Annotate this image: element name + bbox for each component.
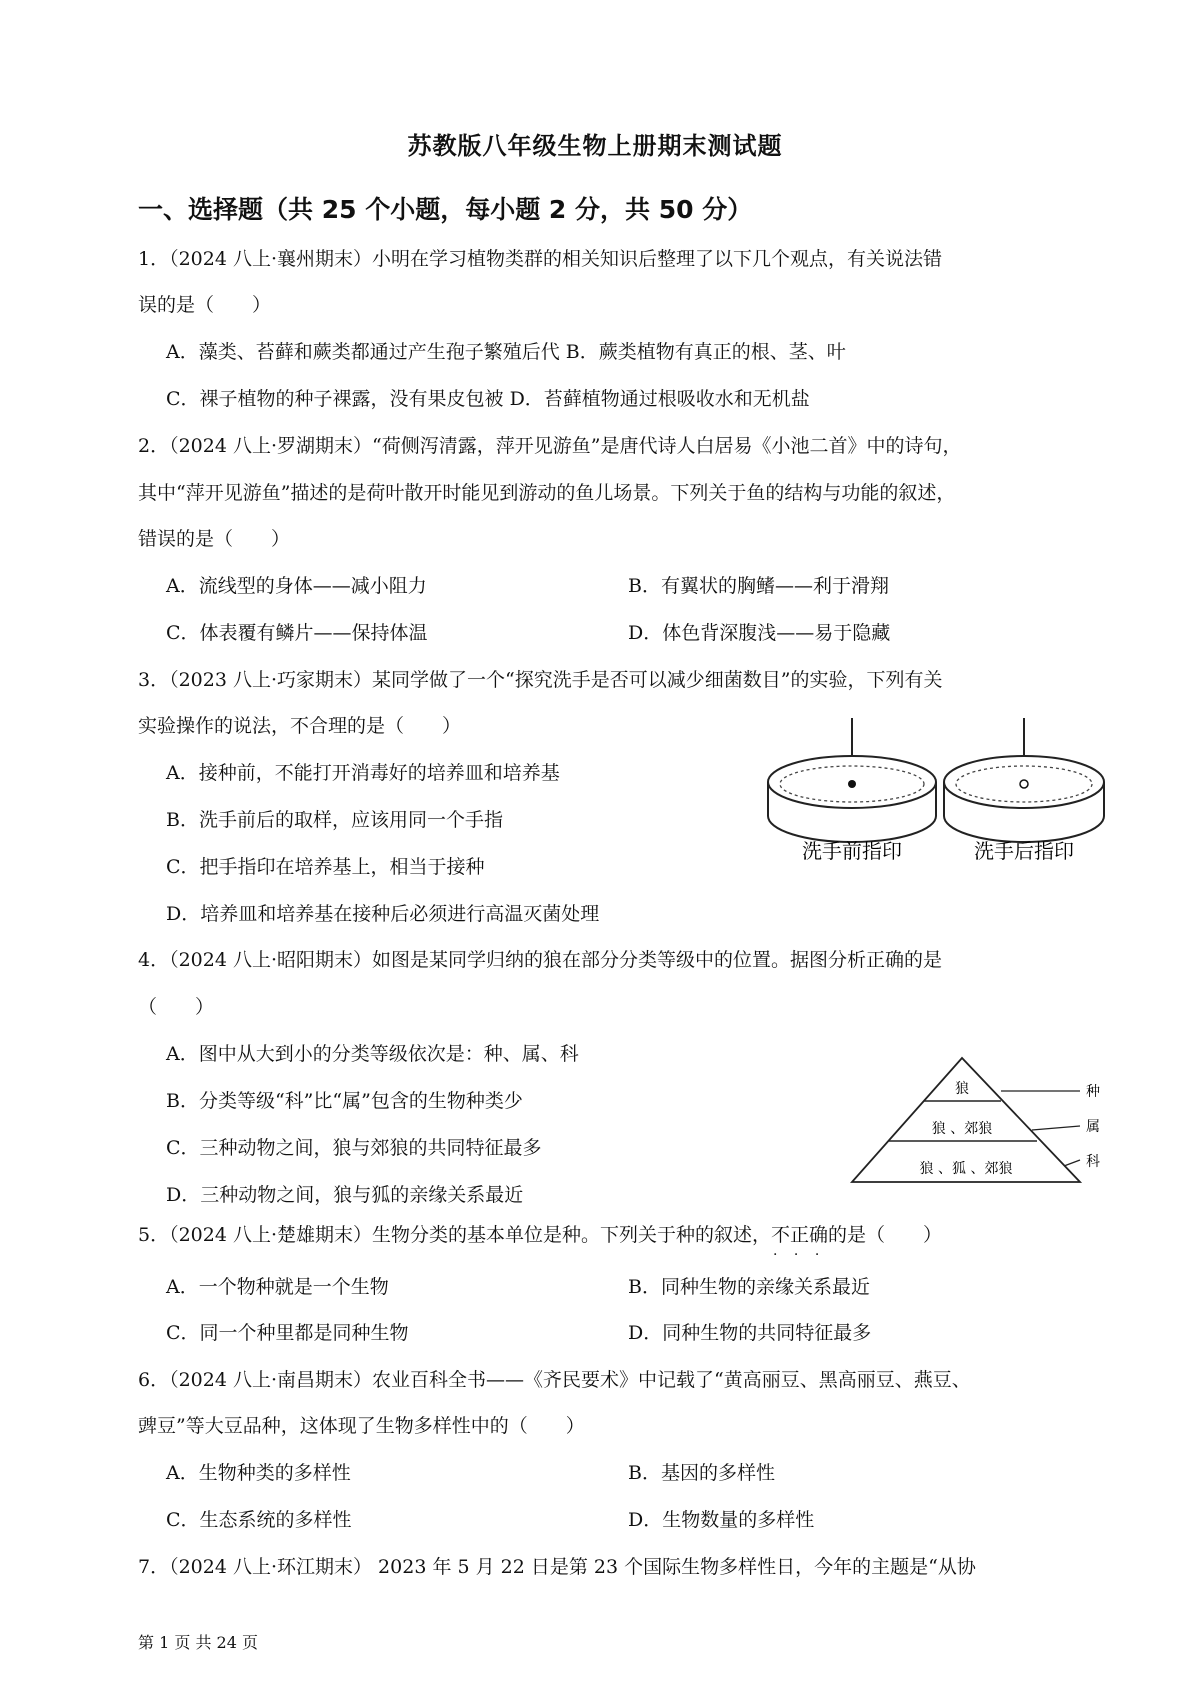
q3-option-c: C．把手指印在培养基上，相当于接种 <box>166 856 485 878</box>
q3-option-d: D．培养皿和培养基在接种后必须进行高温灭菌处理 <box>166 903 600 925</box>
q6-option-d: D．生物数量的多样性 <box>628 1509 815 1531</box>
q2-stem-line-3: 错误的是（ ） <box>138 528 291 550</box>
q1-stem-line-2: 误的是（ ） <box>138 294 272 316</box>
q5-stem-part-1: 5．（2024 八上·楚雄期末）生物分类的基本单位是种。下列关于种的叙述， <box>138 1224 772 1246</box>
q7-stem-line-1: 7．（2024 八上·环江期末） 2023 年 5 月 22 日是第 23 个国际生物多样性日，今年的主题是“从协 <box>138 1556 976 1578</box>
q5-option-c: C．同一个种里都是同种生物 <box>166 1322 409 1344</box>
q5-option-a: A．一个物种就是一个生物 <box>166 1276 389 1298</box>
q3-option-b: B．洗手前后的取样，应该用同一个手指 <box>166 809 503 831</box>
q4-stem-line-1: 4．（2024 八上·昭阳期末）如图是某同学归纳的狼在部分分类等级中的位置。据图分析正确的是 <box>138 949 943 971</box>
classification-pyramid <box>850 1050 1120 1190</box>
q2-option-c: C．体表覆有鳞片——保持体温 <box>166 622 428 644</box>
q2-option-a: A．流线型的身体——减小阻力 <box>166 575 427 597</box>
q4-option-b: B．分类等级“科”比“属”包含的生物种类少 <box>166 1090 523 1112</box>
q2-stem-line-2: 其中“萍开见游鱼”描述的是荷叶散开时能见到游动的鱼儿场景。下列关于鱼的结构与功能的叙述， <box>138 482 956 504</box>
q1-option-cd: C．裸子植物的种子裸露，没有果皮包被 D．苔藓植物通过根吸收水和无机盐 <box>166 388 810 410</box>
q5-emphasis: 不正确 · · · <box>771 1224 828 1246</box>
pyramid-tier-genus: 狼 、郊狼 <box>931 1121 993 1137</box>
q4-option-c: C．三种动物之间，狼与郊狼的共同特征最多 <box>166 1137 542 1159</box>
q4-option-a: A．图中从大到小的分类等级依次是：种、属、科 <box>166 1043 579 1065</box>
q4-stem-line-2: （ ） <box>138 996 215 1018</box>
label-before-washing: 洗手前指印 <box>802 839 902 863</box>
q2-stem-line-1: 2．（2024 八上·罗湖期末）“荷侧泻清露，萍开见游鱼”是唐代诗人白居易《小池二首》中的诗句， <box>138 435 962 457</box>
petri-dish-before <box>768 718 936 842</box>
page-footer: 第 1 页 共 24 页 <box>138 1633 258 1652</box>
label-after-washing: 洗手后指印 <box>974 839 1074 863</box>
q5-stem-part-2: 的是（ ） <box>828 1224 943 1246</box>
q2-option-b: B．有翼状的胸鳍——利于滑翔 <box>628 575 889 597</box>
q1-option-ab: A．藻类、苔藓和蕨类都通过产生孢子繁殖后代 B．蕨类植物有真正的根、茎、叶 <box>166 341 846 363</box>
q6-option-c: C．生态系统的多样性 <box>166 1509 352 1531</box>
q5-option-b: B．同种生物的亲缘关系最近 <box>628 1276 870 1298</box>
q5-stem <box>138 1222 942 1248</box>
rank-label-family: 科 <box>1086 1154 1100 1170</box>
rank-label-species: 种 <box>1086 1084 1100 1100</box>
q6-option-b: B．基因的多样性 <box>628 1462 775 1484</box>
q3-option-a: A．接种前，不能打开消毒好的培养皿和培养基 <box>166 762 560 784</box>
q6-option-a: A．生物种类的多样性 <box>166 1462 351 1484</box>
q5-option-d: D．同种生物的共同特征最多 <box>628 1322 872 1344</box>
page-title: 苏教版八年级生物上册期末测试题 <box>407 132 783 160</box>
q6-stem-line-2: 豍豆”等大豆品种，这体现了生物多样性中的（ ） <box>138 1415 585 1437</box>
q2-option-d: D．体色背深腹浅——易于隐藏 <box>628 622 891 644</box>
petri-dish-after <box>944 718 1104 842</box>
petri-dish-figure <box>760 712 1120 872</box>
q6-stem-line-1: 6．（2024 八上·南昌期末）农业百科全书——《齐民要术》中记载了“黄高丽豆、黑高丽豆、燕豆、 <box>138 1369 971 1391</box>
q3-stem-line-2: 实验操作的说法，不合理的是（ ） <box>138 715 462 737</box>
section-heading: 一、选择题（共 25 个小题，每小题 2 分，共 50 分） <box>138 195 753 224</box>
q3-stem-line-1: 3．（2023 八上·巧家期末）某同学做了一个“探究洗手是否可以减少细菌数目”的实验，下列有关 <box>138 669 943 691</box>
pyramid-tier-family: 狼 、狐 、郊狼 <box>919 1161 1013 1177</box>
pyramid-tier-species: 狼 <box>955 1081 969 1097</box>
q1-stem-line-1: 1．（2024 八上·襄州期末）小明在学习植物类群的相关知识后整理了以下几个观点，有关说法错 <box>138 248 943 270</box>
q4-option-d: D．三种动物之间，狼与狐的亲缘关系最近 <box>166 1184 524 1206</box>
rank-label-genus: 属 <box>1086 1119 1100 1135</box>
